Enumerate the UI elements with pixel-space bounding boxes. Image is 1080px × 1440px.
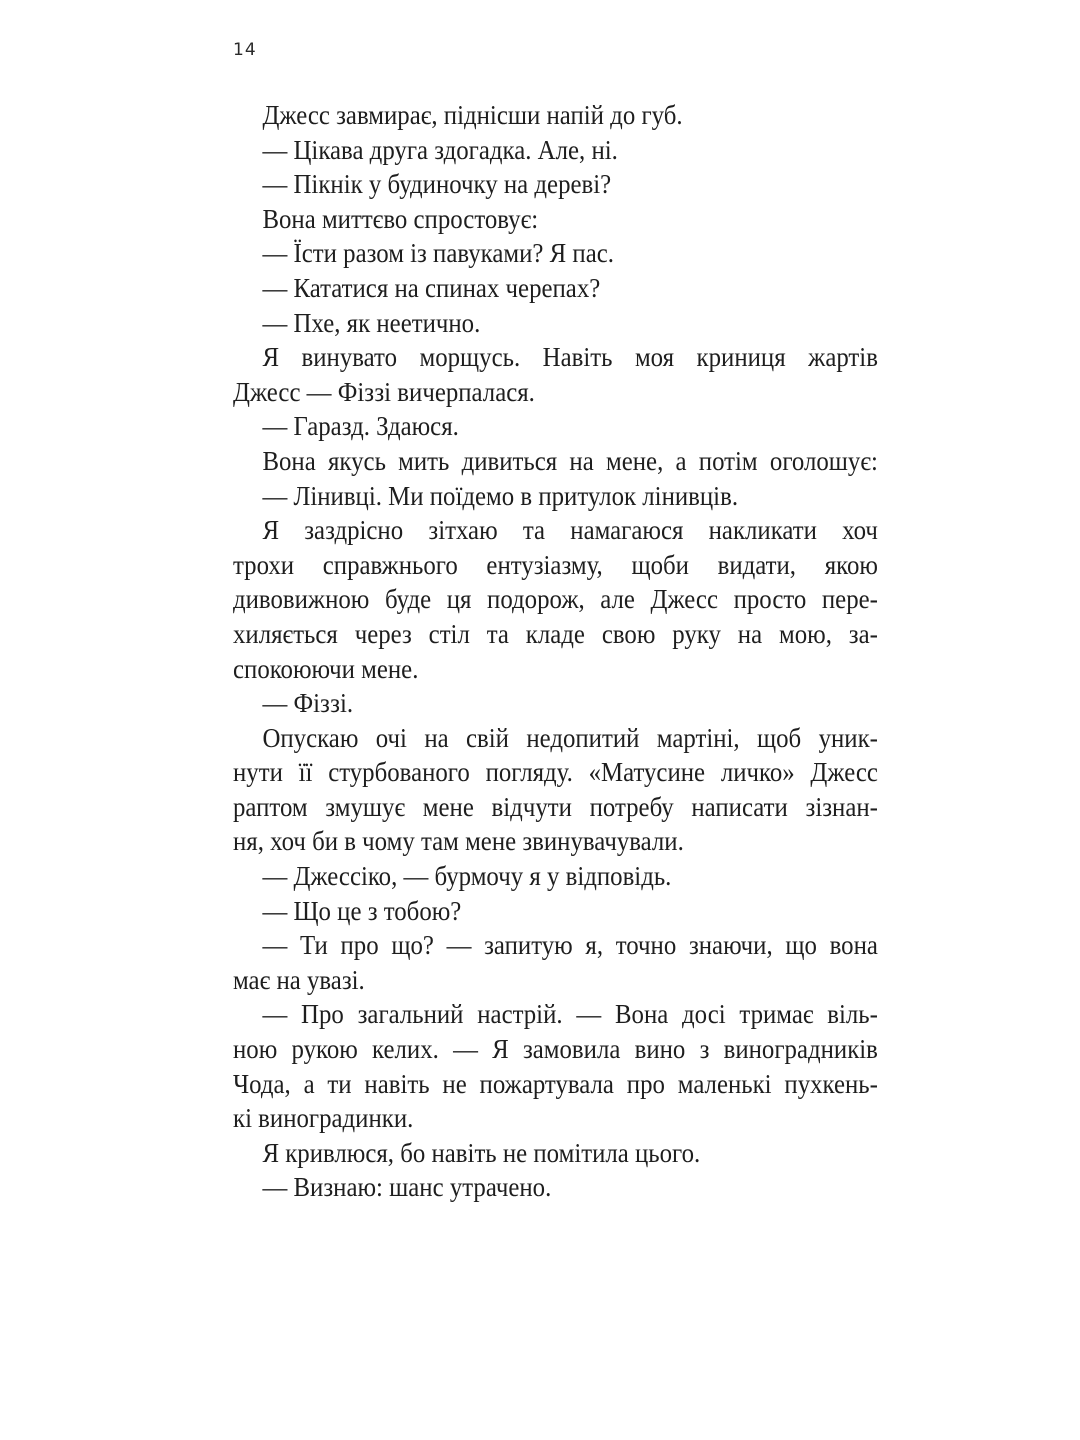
text-line: ною рукою келих. — Я замовила вино з виноградників xyxy=(233,1034,878,1065)
text-line: Джесс завмирає, піднісши напій до губ. xyxy=(262,100,683,130)
text-line: — Кататися на спинах черепах? xyxy=(262,272,601,303)
page-number: 14 xyxy=(233,40,257,60)
text-line: ня, хоч би в чому там мене звинувачували. xyxy=(233,826,684,857)
text-line: Я винувато морщусь. Навіть моя криниця жартів xyxy=(262,342,878,373)
text-line: Джесс — Фіззі вичерпалася. xyxy=(233,376,535,407)
text-line: — Лінивці. Ми поїдемо в притулок лінивців. xyxy=(262,480,739,511)
text-line: — Цікава друга здогадка. Але, ні. xyxy=(262,134,618,165)
text-line: раптом змушує мене відчути потребу написати зізнан- xyxy=(233,791,878,822)
text-line: — Джессіко, — бурмочу я у відповідь. xyxy=(262,861,672,892)
text-line: Вона якусь мить дивиться на мене, а потім оголошує: xyxy=(262,445,878,476)
text-line: Чода, а ти навіть не пожартувала про маленькі пухкень- xyxy=(233,1068,878,1099)
text-line: хиляється через стіл та кладе свою руку на мою, за- xyxy=(233,618,878,649)
text-line: має на увазі. xyxy=(233,964,365,995)
text-line: дивовижною буде ця подорож, але Джесс просто пере- xyxy=(233,584,878,615)
body-text xyxy=(233,98,878,1205)
text-line: — Що це з тобою? xyxy=(262,895,462,926)
text-line: Опускаю очі на свій недопитий мартіні, щоб уник- xyxy=(262,722,878,753)
text-line: — Визнаю: шанс утрачено. xyxy=(262,1172,552,1203)
text-line: — Пхе, як неетично. xyxy=(262,307,481,338)
text-line: кі виноградинки. xyxy=(233,1103,414,1134)
text-line: спокоюючи мене. xyxy=(233,653,419,684)
text-line: Вона миттєво спростовує: xyxy=(262,203,539,234)
text-line: — Пікнік у будиночку на дереві? xyxy=(262,169,612,200)
text-line: нути її стурбованого погляду. «Матусине личко» Джесс xyxy=(233,757,878,788)
text-line: — Ти про що? — запитую я, точно знаючи, що вона xyxy=(262,930,878,961)
text-line: — Фіззі. xyxy=(262,688,354,719)
text-line: — Їсти разом із павуками? Я пас. xyxy=(262,238,614,269)
text-line: Я заздрісно зітхаю та намагаюся накликати хоч xyxy=(262,515,878,546)
text-line: Я кривлюся, бо навіть не помітила цього. xyxy=(262,1137,701,1168)
text-line: трохи справжнього ентузіазму, щоби видати, якою xyxy=(233,549,878,580)
text-line: — Гаразд. Здаюся. xyxy=(262,411,459,442)
text-line: — Про загальний настрій. — Вона досі тримає віль- xyxy=(262,999,878,1030)
